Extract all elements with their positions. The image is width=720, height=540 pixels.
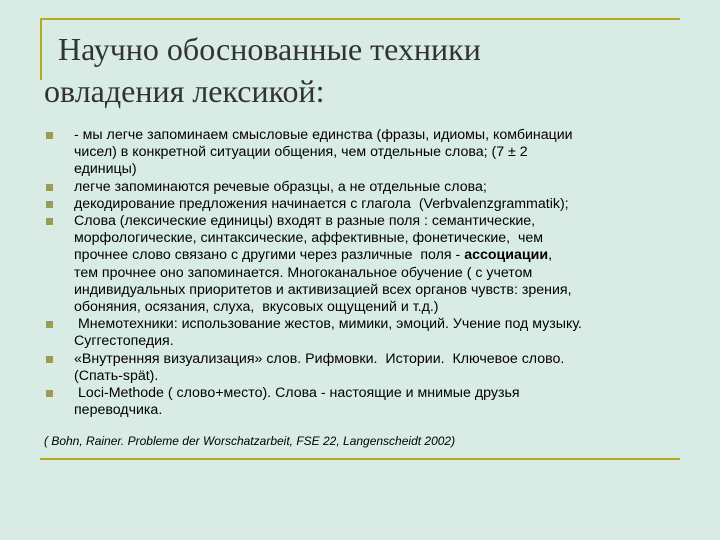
bullet-item <box>46 316 686 350</box>
square-bullet-icon <box>46 184 53 191</box>
emphasis-word: ассоциации <box>464 247 549 264</box>
bullet-line: «Внутренняя визуализация» слов. Рифмовки. Истории. Ключевое слово. <box>74 350 565 367</box>
bullet-line: Слова (лексические единицы) входят в разные поля : семантические, <box>74 213 536 230</box>
bullet-item <box>46 385 686 419</box>
square-bullet-icon <box>46 218 53 225</box>
square-bullet-icon <box>46 321 53 328</box>
square-bullet-icon <box>46 390 53 397</box>
bullet-line-text: прочнее слово связано с другими через различные поля - <box>74 247 465 264</box>
bullet-line: морфологические, синтаксические, аффективные, фонетические, чем <box>74 230 544 247</box>
bullet-line: индивидуальных приоритетов и активизацией всех органов чувств: зрения, <box>74 281 572 298</box>
bullet-line: декодирование предложения начинается с глагола (Verbvalenzgrammatik); <box>74 195 569 212</box>
emphasis-suffix: , <box>548 247 553 264</box>
bullet-line-with-emphasis <box>74 247 686 264</box>
title-frame-left-line <box>40 18 42 80</box>
bullet-line: Loci-Methode ( слово+место). Слова - настоящие и мнимые друзья <box>74 385 520 402</box>
bullet-line: - мы легче запоминаем смысловые единства (фразы, идиомы, комбинации <box>74 127 573 143</box>
bullet-item <box>46 351 686 385</box>
bullet-line: Суггестопедия. <box>74 333 174 350</box>
bullet-line: единицы) <box>74 161 137 178</box>
bullet-line: обоняния, осязания, слуха, вкусовых ощущений и т.д.) <box>74 299 439 316</box>
square-bullet-icon <box>46 201 53 208</box>
bullet-line: (Спать-spät). <box>74 367 159 384</box>
bullet-line: легче запоминаются речевые образцы, а не отдельные слова; <box>74 178 487 195</box>
bullet-item <box>46 127 686 179</box>
square-bullet-icon <box>46 356 53 363</box>
bullet-line: Мнемотехники: использование жестов, мимики, эмоций. Учение под музыку. <box>74 316 582 333</box>
bullet-line: переводчика. <box>74 402 163 419</box>
bullet-item <box>46 179 686 196</box>
bullet-list <box>46 127 686 419</box>
square-bullet-icon <box>46 132 53 139</box>
slide-title-line-1: Научно обоснованные техники <box>58 31 481 67</box>
bottom-divider-line <box>40 458 680 460</box>
bullet-line: тем прочнее оно запоминается. Многоканальное обучение ( с учетом <box>74 264 533 281</box>
title-frame-top-line <box>40 18 680 20</box>
citation: ( Bohn, Rainer. Probleme der Worschatzarbeit, FSE 22, Langenscheidt 2002) <box>44 434 456 448</box>
bullet-line: чисел) в конкретной ситуации общения, чем отдельные слова; (7 ± 2 <box>74 144 528 161</box>
slide-title-line-2: овладения лексикой: <box>44 73 325 109</box>
slide-title <box>44 28 684 112</box>
bullet-item <box>46 196 686 213</box>
bullet-item <box>46 213 686 316</box>
